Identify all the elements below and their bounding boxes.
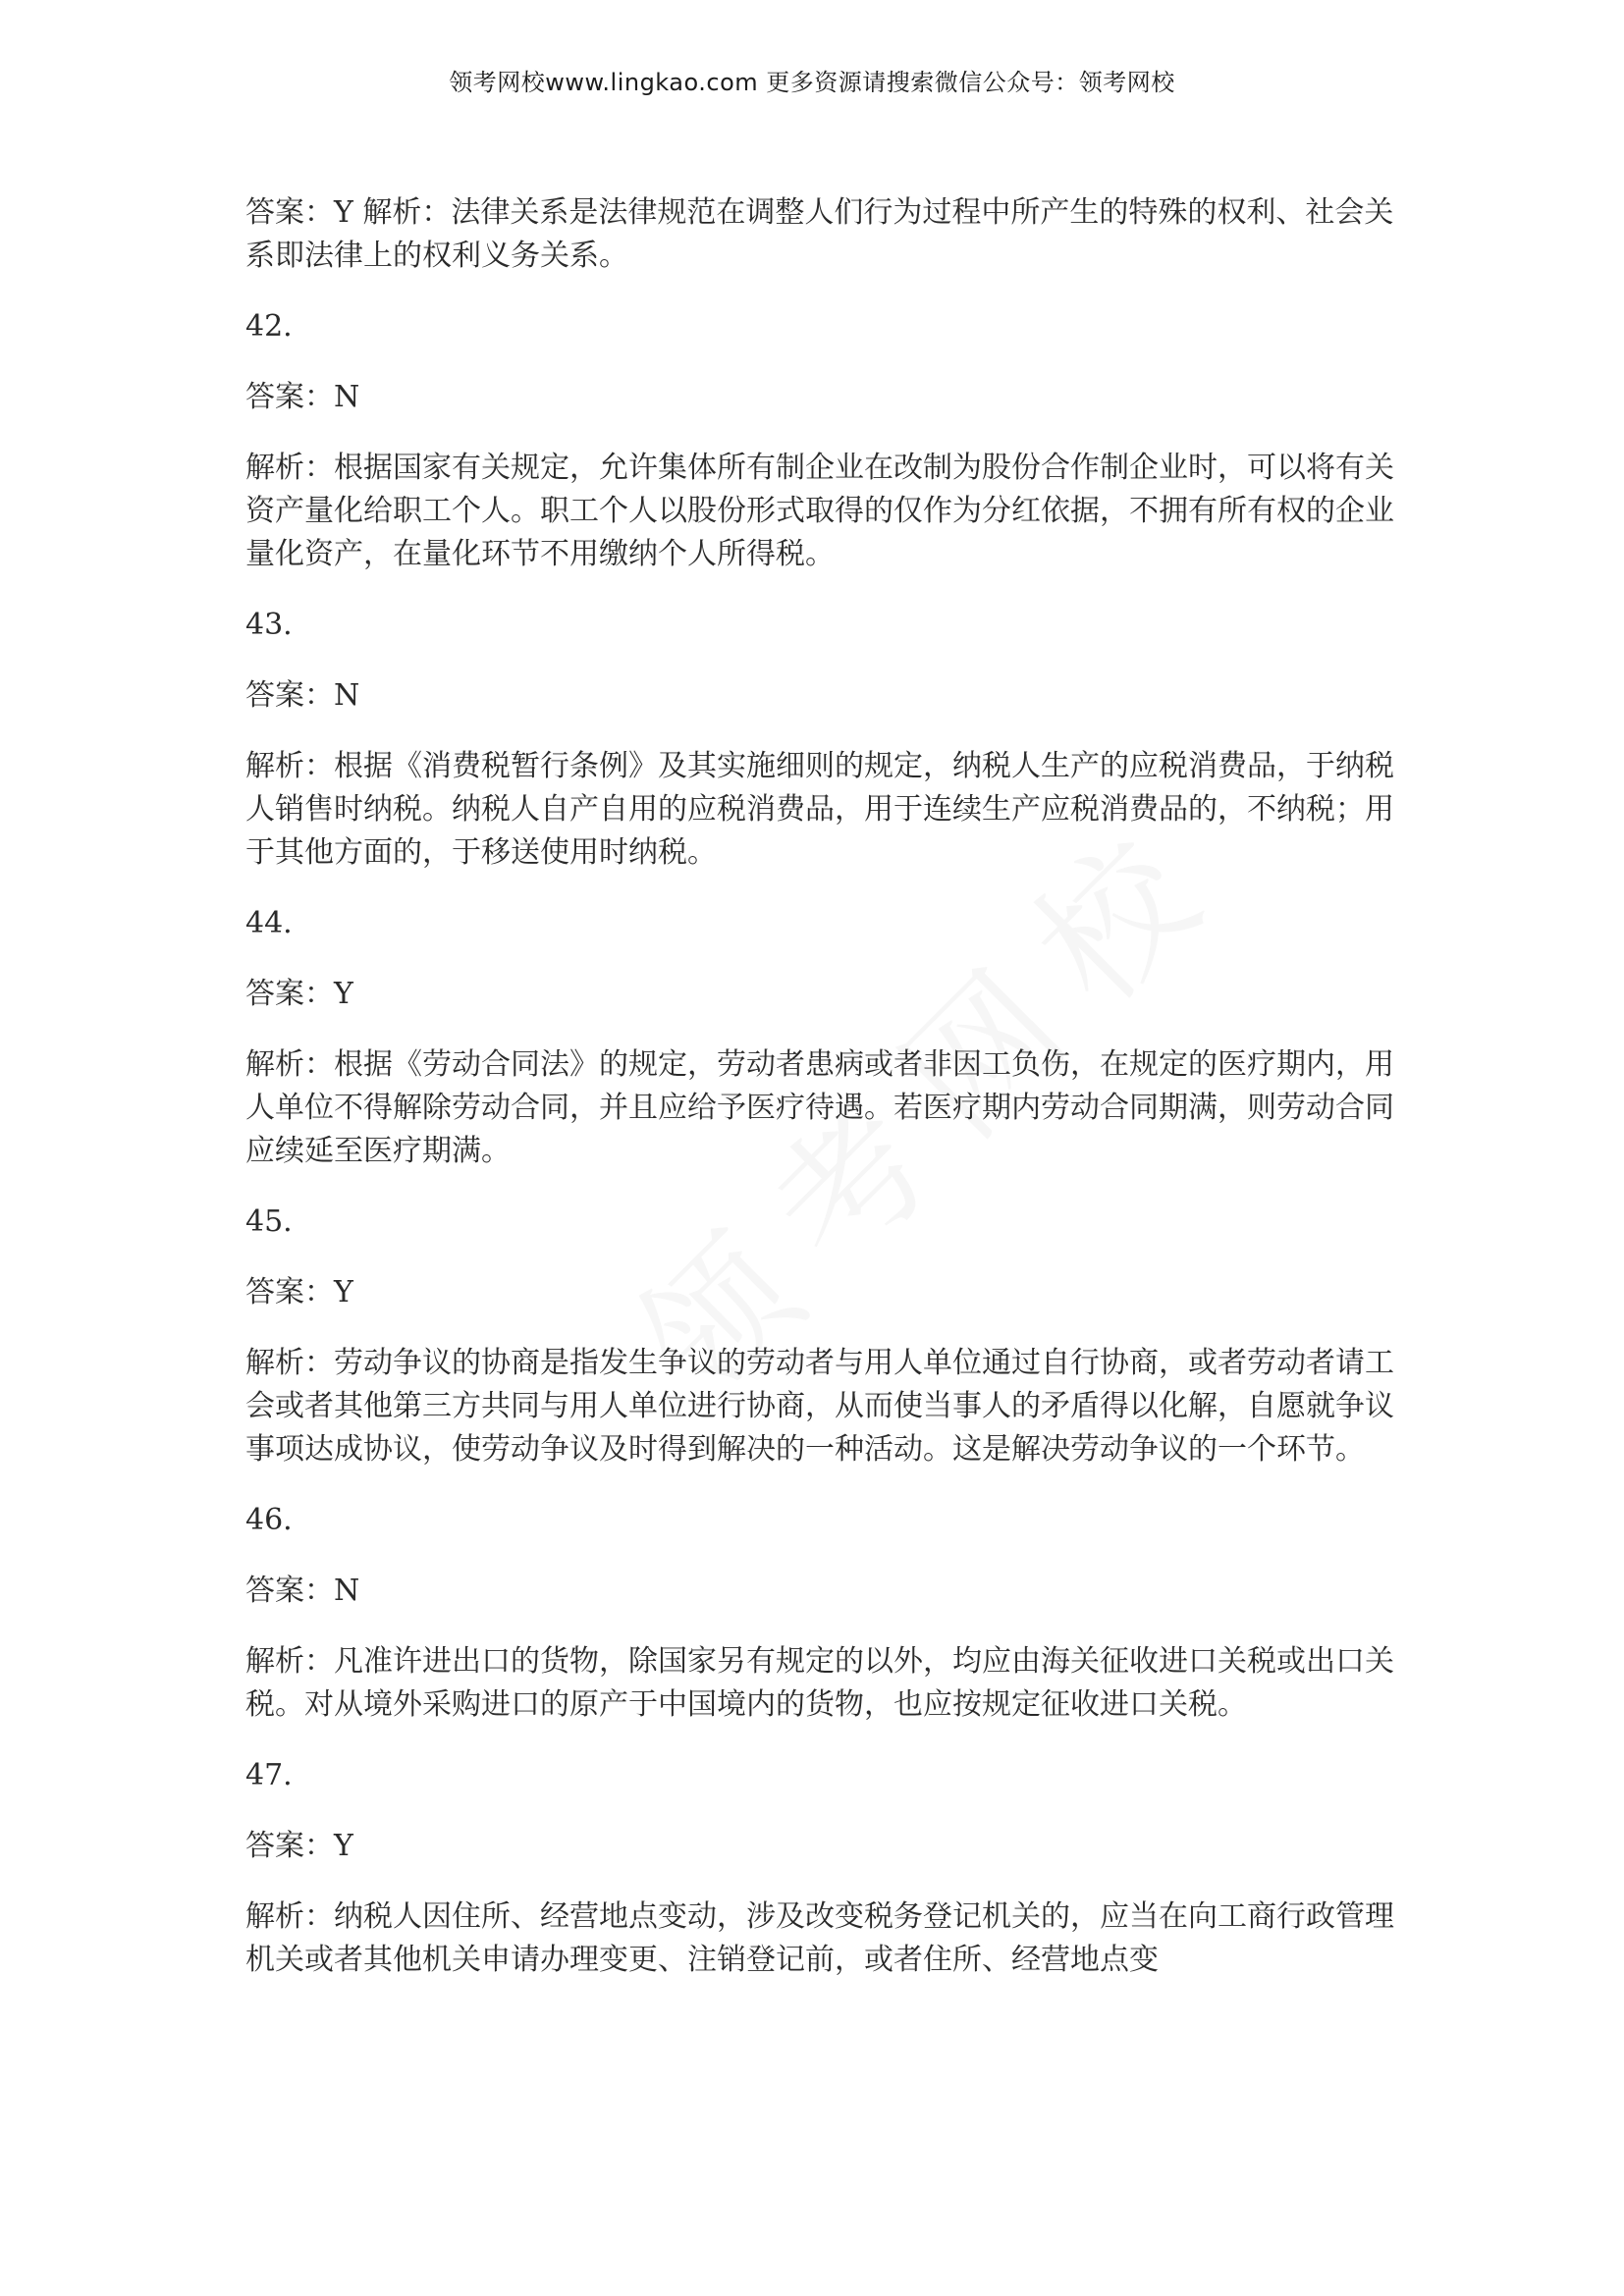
answer-line: 答案：Y bbox=[245, 1829, 353, 1863]
question-number: 45. bbox=[245, 1204, 293, 1239]
question-block-47 bbox=[245, 1754, 1394, 1982]
question-number: 42. bbox=[245, 309, 293, 344]
page-header: 领考网校www.lingkao.com 更多资源请搜索微信公众号：领考网校 bbox=[449, 69, 1175, 96]
analysis-paragraph: 解析：根据《消费税暂行条例》及其实施细则的规定，纳税人生产的应税消费品，于纳税人销售时纳税。纳税人自产自用的应税消费品，用于连续生产应税消费品的，不纳税；用于其他方面的，于移送使用时纳税。 bbox=[245, 749, 1394, 870]
analysis-paragraph: 解析：凡准许进出口的货物，除国家另有规定的以外，均应由海关征收进口关税或出口关税。对从境外采购进口的原产于中国境内的货物，也应按规定征收进口关税。 bbox=[245, 1644, 1394, 1722]
analysis-paragraph: 解析：纳税人因住所、经营地点变动，涉及改变税务登记机关的，应当在向工商行政管理机关或者其他机关申请办理变更、注销登记前，或者住所、经营地点变 bbox=[245, 1899, 1394, 1977]
question-block-45 bbox=[245, 1201, 1394, 1471]
answer-line: 答案：N bbox=[245, 1574, 360, 1608]
question-block-46 bbox=[245, 1499, 1394, 1727]
answer-line: 答案：N bbox=[245, 678, 360, 713]
question-number: 43. bbox=[245, 608, 293, 642]
question-block-43 bbox=[245, 604, 1394, 875]
question-number: 46. bbox=[245, 1503, 293, 1537]
answer-line: 答案：Y bbox=[245, 977, 353, 1011]
question-number: 47. bbox=[245, 1758, 293, 1792]
answer-line: 答案：N bbox=[245, 380, 360, 414]
answer-line: 答案：Y bbox=[245, 1275, 353, 1309]
analysis-paragraph: 解析：根据《劳动合同法》的规定，劳动者患病或者非因工负伤，在规定的医疗期内，用人单位不得解除劳动合同，并且应给予医疗待遇。若医疗期内劳动合同期满，则劳动合同应续延至医疗期满。 bbox=[245, 1047, 1394, 1168]
question-number: 44. bbox=[245, 906, 293, 940]
analysis-paragraph: 解析：根据国家有关规定，允许集体所有制企业在改制为股份合作制企业时，可以将有关资产量化给职工个人。职工个人以股份形式取得的仅作为分红依据，不拥有所有权的企业量化资产，在量化环节不用缴纳个人所得税。 bbox=[245, 451, 1394, 571]
analysis-paragraph: 解析：劳动争议的协商是指发生争议的劳动者与用人单位通过自行协商，或者劳动者请工会或者其他第三方共同与用人单位进行协商，从而使当事人的矛盾得以化解，自愿就争议事项达成协议，使劳动争议及时得到解决的一种活动。这是解决劳动争议的一个环节。 bbox=[245, 1346, 1394, 1467]
question-block-44 bbox=[245, 902, 1394, 1173]
intro-paragraph: 答案：Y 解析：法律关系是法律规范在调整人们行为过程中所产生的特殊的权利、社会关系即法律上的权利义务关系。 bbox=[245, 195, 1394, 273]
question-block-42 bbox=[245, 305, 1394, 576]
document-body bbox=[245, 191, 1394, 1982]
